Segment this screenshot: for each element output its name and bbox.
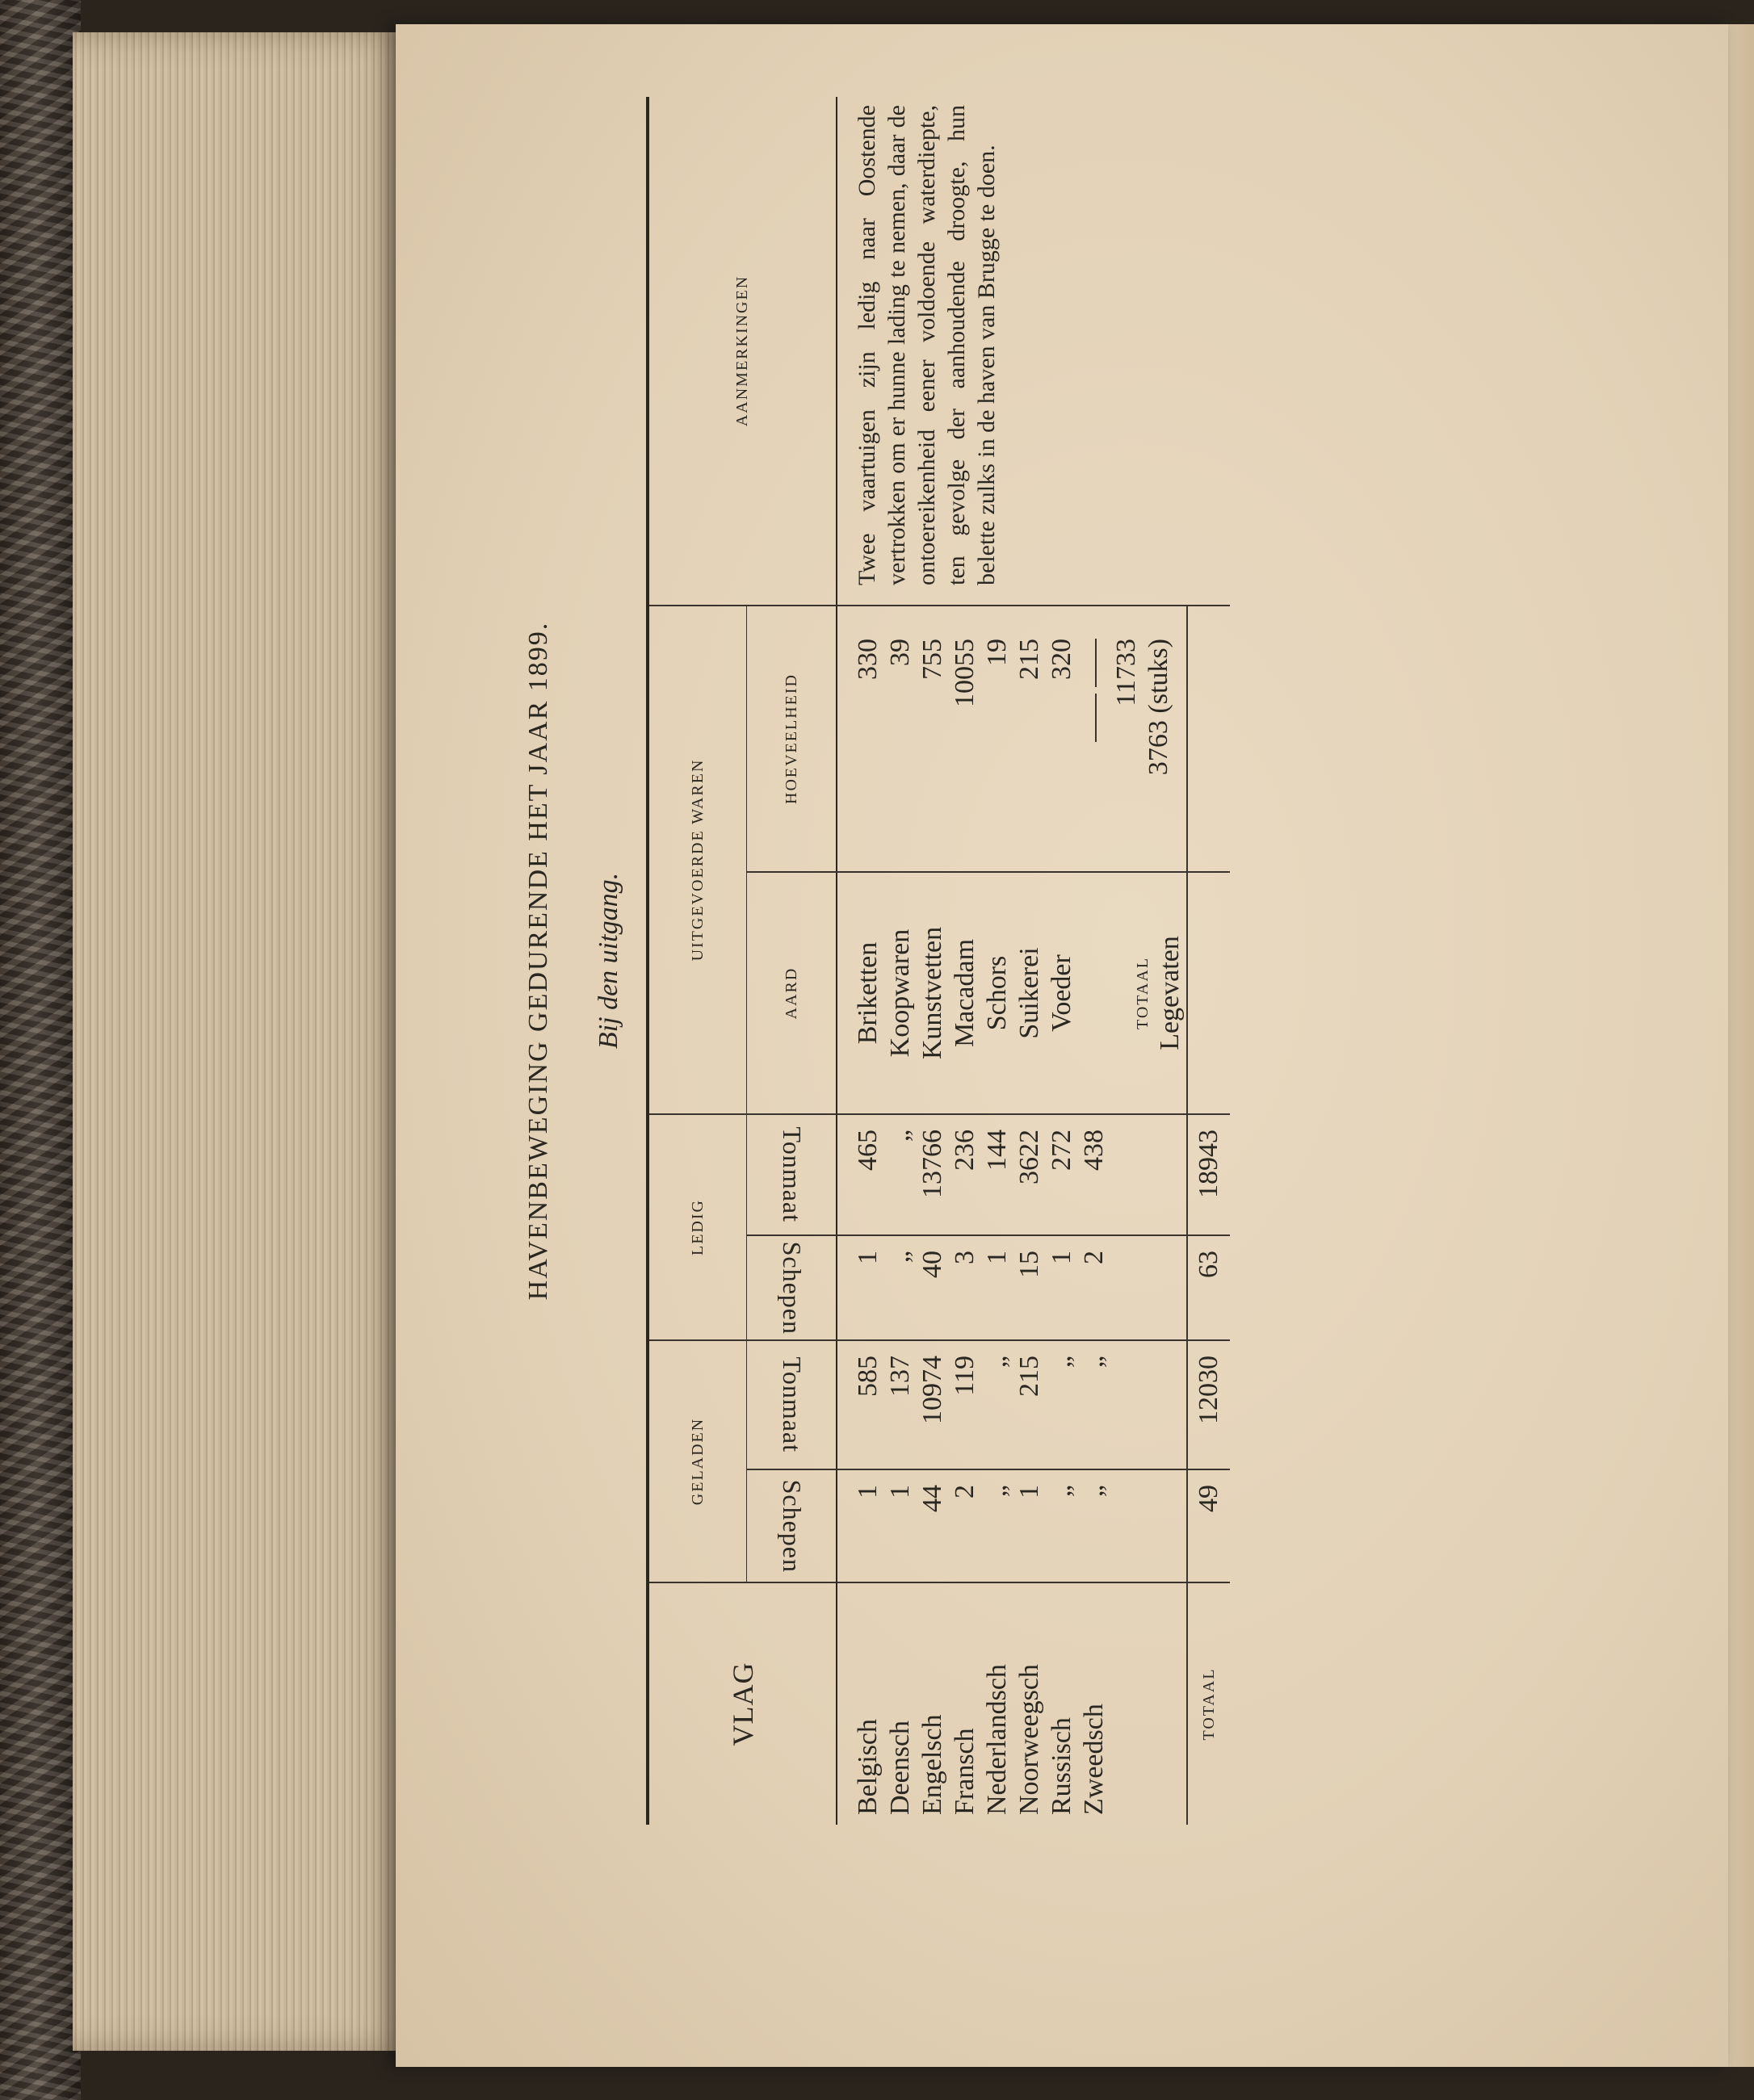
cell: 144 [982,1130,1012,1171]
empty-cell [1187,872,1230,1114]
sum-rule [1095,694,1097,743]
flag-name: Noorweegsch [1014,1664,1044,1815]
cell: 10055 [950,639,980,707]
cell: „ [1079,1485,1109,1498]
cell: „ [885,1251,915,1264]
cell: „ [982,1485,1012,1498]
cell: 3622 [1014,1130,1044,1184]
cell: „ [982,1356,1012,1369]
remarks-text: Twee vaartuigen zijn ledig naar Oostende vertrokken om er hunne lading te nemen, daar de ontoereikenheid eener voldoende waterdiepte, ten gevolge der aanhoudende droogte, hun belette zulks in de haven van Brugge te doen. [837,97,1230,606]
cell: Kunstvetten [917,926,947,1060]
header-geladen-tonmaat: Tonmaat [747,1340,837,1469]
cell: 320 [1047,639,1076,680]
book-page [396,24,1728,2067]
cell: 215 [1014,1356,1044,1397]
cell: Macadam [950,938,980,1048]
cell: 13766 [917,1130,947,1198]
page-title: HAVENBEWEGING GEDURENDE HET JAAR 1899. [523,621,553,1301]
header-vlag: VLAG [648,1582,837,1825]
rotated-table-content [509,97,1754,1825]
cell: Briketten [853,941,883,1045]
cell: 19 [982,639,1012,666]
cell: 1 [853,1251,883,1264]
waren-total: 11733 [1111,639,1141,706]
header-geladen-schepen: Schepen [747,1469,837,1582]
flag-name: Russisch [1047,1717,1076,1815]
geladen-schepen-column [837,1469,1187,1582]
cell: 215 [1014,639,1044,680]
cell: 2 [1079,1251,1109,1264]
header-geladen: GELADEN [648,1340,747,1582]
cell: 330 [853,639,883,680]
cell: 15 [1014,1251,1044,1278]
flag-column [837,1582,1187,1825]
cell: 1 [885,1485,915,1499]
cell: 40 [917,1251,947,1278]
cell: 272 [1047,1130,1076,1171]
cell: „ [1047,1356,1076,1369]
header-ledig-tonmaat: Tonmaat [747,1114,837,1235]
cell: 2 [950,1485,980,1499]
total-ledig-schepen: 63 [1187,1235,1230,1340]
flag-name: Zweedsch [1079,1704,1109,1815]
cell: 1 [1014,1485,1044,1499]
cell: 236 [950,1130,980,1171]
book-binding [0,0,81,2100]
flag-name: Nederlandsch [982,1664,1012,1815]
sum-rule [1095,639,1097,687]
waren-aard-column [837,872,1187,1114]
cell: 1 [1047,1251,1076,1264]
cell: Schors [982,955,1012,1031]
total-geladen-tonmaat: 12030 [1187,1340,1230,1469]
total-label: TOTAAL [1187,1582,1230,1825]
header-hoeveelheid: HOEVEELHEID [747,606,837,872]
header-aanmerkingen: AANMERKINGEN [648,97,837,606]
cell: 10974 [917,1356,947,1424]
harbour-table [646,97,1230,1825]
cell: 137 [885,1356,915,1397]
legevaten-label: Legevaten [1155,936,1185,1050]
header-uitgevoerde-waren: UITGEVOERDE WAREN [648,606,747,1114]
waren-total-label: TOTAAL [1134,956,1152,1030]
cell: „ [885,1130,915,1142]
waren-hoeveelheid-column [837,606,1187,872]
ledig-tonmaat-column [837,1114,1187,1235]
cell: 465 [853,1130,883,1171]
cell: 3 [950,1251,980,1264]
cell: 44 [917,1485,947,1512]
cell: 755 [917,639,947,680]
cell: 438 [1079,1130,1109,1171]
flag-name: Belgisch [853,1719,883,1815]
page-subtitle: Bij den uitgang. [594,872,623,1050]
header-ledig: LEDIG [648,1114,747,1340]
cell: „ [1079,1356,1109,1369]
cell: 39 [885,639,915,666]
cell: Koopwaren [885,928,915,1058]
empty-cell [1187,606,1230,872]
header-aard: AARD [747,872,837,1114]
cell: 1 [982,1251,1012,1264]
flag-name: Deensch [885,1720,915,1815]
page-edges [73,32,412,2051]
total-ledig-tonmaat: 18943 [1187,1114,1230,1235]
cell: 585 [853,1356,883,1397]
cell: Suikerei [1014,947,1044,1039]
cell: Voeder [1047,954,1076,1032]
cell: 119 [950,1356,980,1396]
flag-name: Fransch [950,1728,980,1815]
legevaten-value: 3763 (stuks) [1143,639,1173,776]
geladen-tonmaat-column [837,1340,1187,1469]
flag-name: Engelsch [917,1714,947,1815]
header-ledig-schepen: Schepen [747,1235,837,1340]
total-geladen-schepen: 49 [1187,1469,1230,1582]
ledig-schepen-column [837,1235,1187,1340]
cell: „ [1047,1485,1076,1498]
cell: 1 [853,1485,883,1499]
